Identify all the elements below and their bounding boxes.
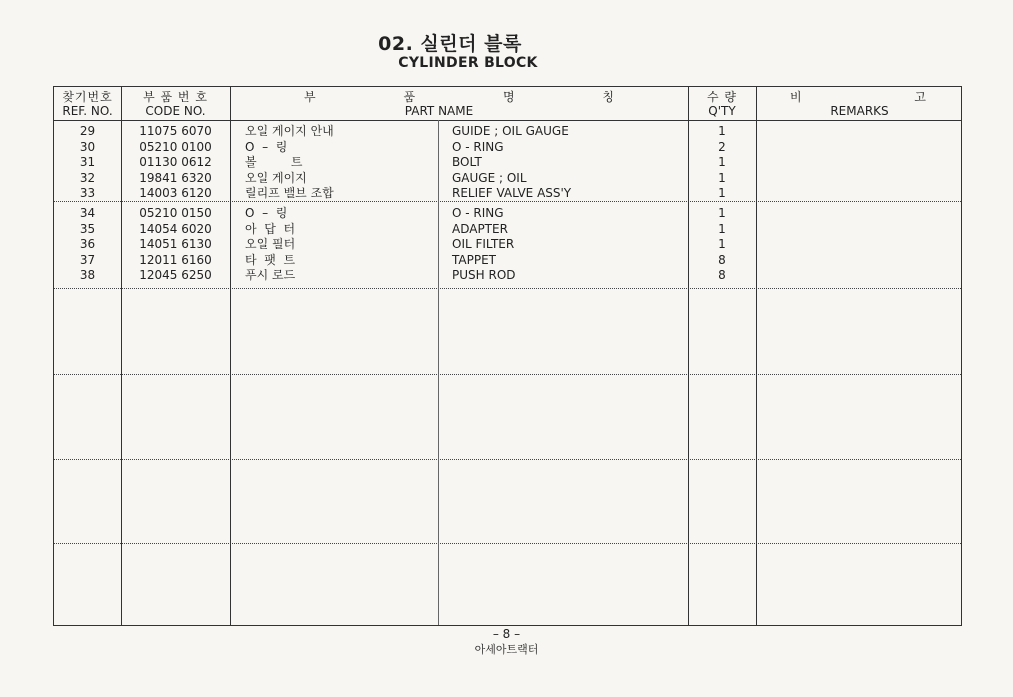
row-ref: 37 xyxy=(79,252,96,267)
row-name-english: O - RING xyxy=(452,139,504,154)
row-name-korean: O – 링 xyxy=(245,206,288,220)
row-name-english: OIL FILTER xyxy=(452,237,515,251)
row-group-divider xyxy=(54,374,961,375)
row-code: 14054 6020 xyxy=(139,221,212,236)
row-name-korean: 오일 필터 xyxy=(245,237,296,251)
row-name-english: PUSH ROD xyxy=(452,268,516,282)
header-qty-korean: 수 량 xyxy=(707,90,737,104)
row-name-english: RELIEF VALVE ASS'Y xyxy=(452,186,572,200)
row-qty: 2 xyxy=(718,139,726,154)
row-ref: 35 xyxy=(79,221,96,236)
row-code: 05210 0150 xyxy=(139,206,212,220)
row-ref: 33 xyxy=(79,186,96,200)
row-qty: 1 xyxy=(718,221,726,236)
header-name-korean-char: 명 xyxy=(502,90,515,104)
column-divider xyxy=(230,87,231,625)
row-name-english: TAPPET xyxy=(452,252,496,267)
header-name-korean xyxy=(304,90,614,104)
row-ref: 31 xyxy=(79,155,96,169)
header-ref xyxy=(54,90,121,118)
header-remarks xyxy=(790,90,926,104)
row-qty: 1 xyxy=(718,237,726,251)
header-remarks-korean-char: 고 xyxy=(914,90,926,104)
header-remarks-korean-char: 비 xyxy=(790,90,802,104)
row-name-korean: 릴리프 밸브 조합 xyxy=(245,186,334,200)
header-name-korean-char: 부 xyxy=(304,90,316,104)
row-name-korean: 오일 게이지 안내 xyxy=(245,124,334,138)
page-title-english: CYLINDER BLOCK xyxy=(398,55,538,71)
header-remarks-korean xyxy=(790,90,926,104)
row-ref: 36 xyxy=(79,237,96,251)
row-ref: 34 xyxy=(79,206,96,220)
row-name-english: ADAPTER xyxy=(452,221,508,236)
header-code xyxy=(121,90,230,118)
row-name-korean: 아 답 터 xyxy=(245,221,296,236)
row-code: 01130 0612 xyxy=(139,155,212,169)
row-name-english: GUIDE ; OIL GAUGE xyxy=(452,124,569,138)
header-qty xyxy=(688,90,756,118)
header-ref-english: REF. NO. xyxy=(62,104,113,118)
header-code-english: CODE NO. xyxy=(145,104,206,118)
page-number: – 8 – xyxy=(492,627,521,641)
row-qty: 1 xyxy=(718,206,726,220)
column-divider xyxy=(438,120,439,625)
header-name-korean-char: 칭 xyxy=(602,90,614,104)
column-divider xyxy=(756,87,757,625)
row-group-divider xyxy=(54,543,961,544)
row-code: 14003 6120 xyxy=(139,186,212,200)
row-qty: 8 xyxy=(718,268,726,282)
page-title-korean: 02. 실린더 블록 xyxy=(378,33,522,55)
row-code: 12011 6160 xyxy=(139,252,212,267)
header-code-korean: 부 품 번 호 xyxy=(143,90,208,104)
row-qty: 1 xyxy=(718,124,726,138)
brand-name: 아세아트랙터 xyxy=(474,643,539,656)
row-group-divider xyxy=(54,288,961,289)
row-code: 12045 6250 xyxy=(139,268,212,282)
header-ref-korean: 찾기번호 xyxy=(62,90,113,104)
row-name-english: O - RING xyxy=(452,206,504,220)
header-qty-english: Q'TY xyxy=(708,104,736,118)
row-ref: 29 xyxy=(79,124,96,138)
row-qty: 1 xyxy=(718,170,726,185)
row-name-korean: O – 링 xyxy=(245,139,288,154)
parts-table xyxy=(53,86,962,626)
row-group-divider xyxy=(54,459,961,460)
row-ref: 32 xyxy=(79,170,96,185)
header-divider xyxy=(54,120,961,121)
row-code: 19841 6320 xyxy=(139,170,212,185)
row-ref: 30 xyxy=(79,139,96,154)
header-remarks-english: REMARKS xyxy=(830,104,889,118)
row-qty: 1 xyxy=(718,186,726,200)
row-name-korean: 볼 트 xyxy=(245,155,303,169)
row-name-korean: 타 팻 트 xyxy=(245,252,296,267)
row-name-korean: 푸시 로드 xyxy=(245,268,296,282)
row-code: 14051 6130 xyxy=(139,237,212,251)
row-ref: 38 xyxy=(79,268,96,282)
row-name-korean: 오일 게이지 xyxy=(245,170,307,185)
header-name xyxy=(304,90,614,104)
row-qty: 1 xyxy=(718,155,726,169)
row-code: 05210 0100 xyxy=(139,139,212,154)
row-code: 11075 6070 xyxy=(139,124,212,138)
row-name-english: GAUGE ; OIL xyxy=(452,170,527,185)
row-qty: 8 xyxy=(718,252,726,267)
header-name-korean-char: 품 xyxy=(403,90,416,104)
row-name-english: BOLT xyxy=(452,155,482,169)
header-name-english: PART NAME xyxy=(404,104,474,118)
